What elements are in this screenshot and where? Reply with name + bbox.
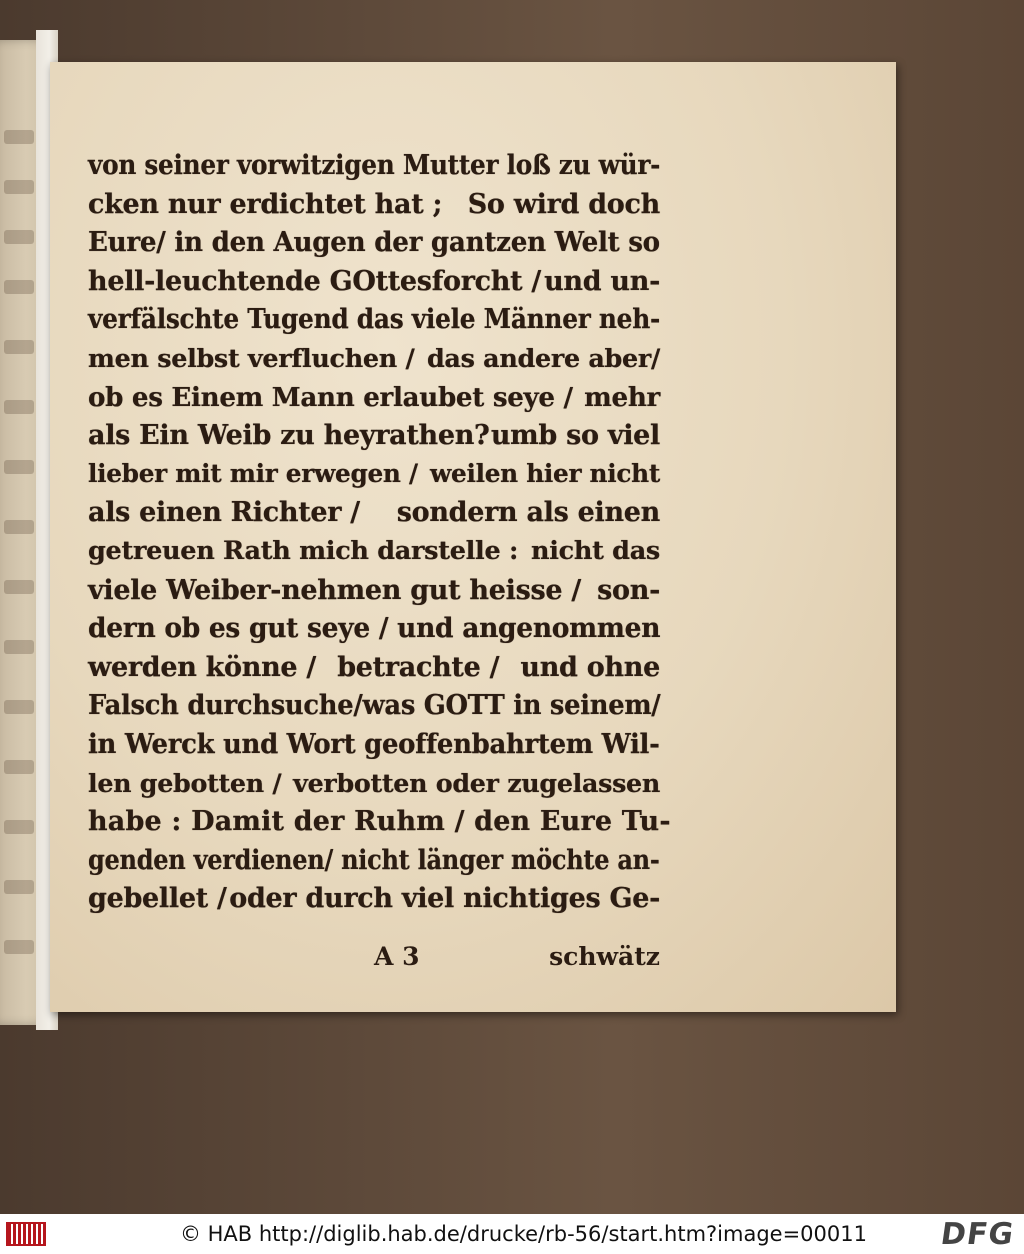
text-line [88,304,660,343]
text-segment: cken nur erdichtet hat ; [88,188,443,220]
text-line [88,459,660,498]
text-line [88,768,660,807]
text-segment: son- [597,574,660,606]
text-segment: So wird doch [467,188,660,220]
text-segment: mehr [584,381,660,413]
text-line [88,536,660,575]
text-segment: werden könne / [88,651,316,683]
book-page [50,62,896,1012]
text-segment: und ohne [520,651,660,683]
signature-mark: A 3 [374,942,420,971]
text-segment: umb so viel [490,420,660,452]
text-line [88,150,660,189]
text-line [88,883,660,922]
text-segment: sondern als einen [396,497,660,529]
text-segment: verbotten oder zugelassen [293,767,660,798]
text-line [88,690,660,729]
text-segment: als Ein Weib zu heyrathen? [88,420,490,452]
text-segment: Falsch durchsuche/was GOTT in seinem/ [88,690,661,722]
page-text-block [88,150,671,922]
text-segment: das andere aber/ [426,342,660,373]
text-line [88,729,660,768]
text-segment: viele Weiber-nehmen gut heisse / [88,574,581,606]
text-line [88,227,660,266]
text-line [88,806,671,845]
text-segment: hell-leuchtende GOttesforcht / [88,265,541,297]
text-segment: genden verdienen/ nicht länger möchte an- [88,844,660,876]
text-line [88,497,660,536]
copyright-link[interactable]: © HAB http://diglib.hab.de/drucke/rb-56/start.htm?image=00011 [179,1222,867,1246]
text-segment: betrachte / [337,651,500,683]
text-line [88,652,660,691]
text-line [88,575,660,614]
footer-bar [0,1214,1024,1254]
text-line [88,845,660,884]
hab-barcode-icon[interactable] [6,1222,46,1246]
text-segment: oder durch viel nichtiges Ge- [229,883,660,915]
text-segment: getreuen Rath mich darstelle : [88,535,519,566]
text-segment: als einen Richter / [88,497,360,529]
text-segment: Eure/ in den Augen der gantzen Welt so [88,227,660,259]
text-line [88,343,660,382]
text-line [88,420,660,459]
text-segment: nicht das [530,535,660,566]
text-segment: len gebotten / [88,767,282,798]
text-segment: und un- [544,265,660,297]
text-segment: men selbst verfluchen / [88,342,415,373]
text-segment: lieber mit mir erwegen / [88,458,418,488]
text-segment: habe : Damit der Ruhm / den Eure Tu- [88,806,671,838]
text-segment: ob es Einem Mann erlaubet seye / [88,381,573,413]
dfg-logo[interactable]: DFG [938,1216,1017,1252]
text-segment: gebellet / [88,883,227,915]
text-segment: in Werck und Wort geoffenbahrtem Wil- [88,728,660,760]
text-segment: verfälschte Tugend das viele Männer neh- [88,304,661,336]
page-footer-line [88,942,660,982]
text-segment: weilen hier nicht [430,458,660,488]
text-line [88,266,660,305]
catchword: schwätz [549,942,660,971]
text-line [88,382,660,421]
text-line [88,189,660,228]
text-line [88,613,660,652]
text-segment: dern ob es gut seye / und angenommen [88,613,661,645]
text-segment: von seiner vorwitzigen Mutter loß zu wür- [88,150,661,181]
